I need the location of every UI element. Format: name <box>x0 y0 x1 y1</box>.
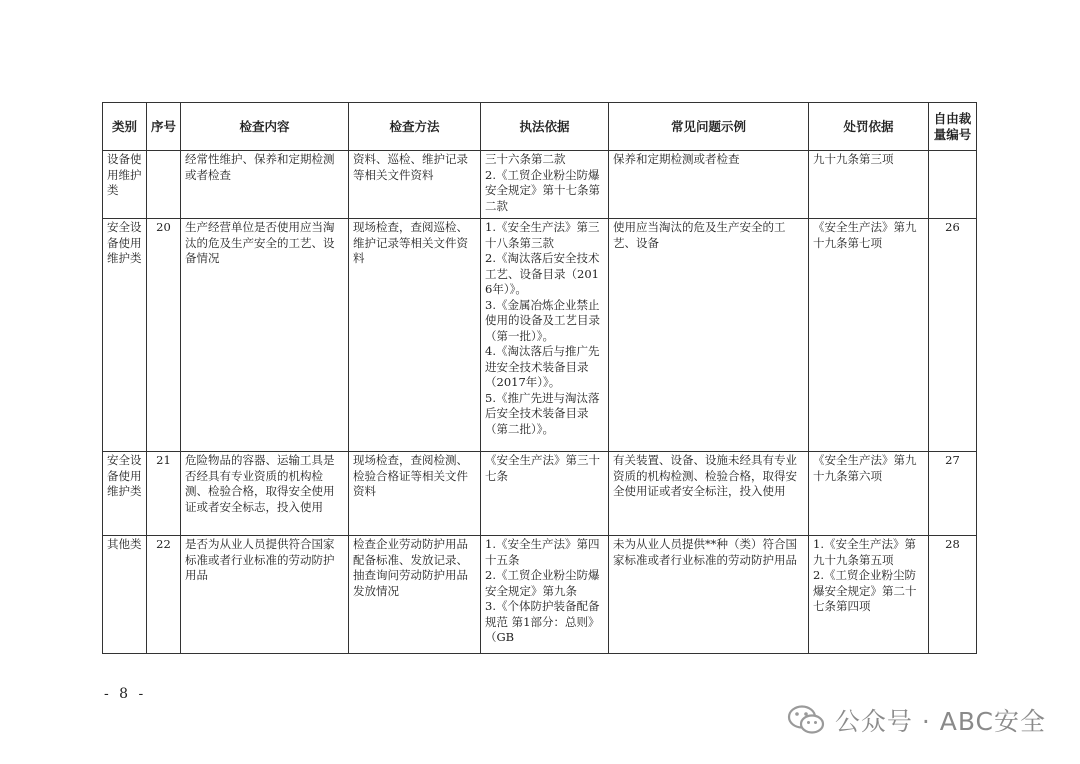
basis-item: 3.《个体防护装备配备规范 第1部分：总则》（GB <box>485 599 600 644</box>
row-problem: 未为从业人员提供**种（类）符合国家标准或者行业标准的劳动防护用品 <box>609 536 809 654</box>
row-code <box>929 151 977 219</box>
header-seq: 序号 <box>147 103 181 151</box>
row-seq <box>147 151 181 219</box>
table-row <box>103 452 977 536</box>
row-basis <box>481 151 609 219</box>
row-seq: 21 <box>147 452 181 536</box>
table-row <box>103 151 977 219</box>
row-method: 资料、巡检、维护记录等相关文件资料 <box>349 151 481 219</box>
watermark-text: 公众号 · ABC安全 <box>834 707 1046 736</box>
page-number: - 8 - <box>104 686 147 702</box>
row-penalty <box>809 536 929 654</box>
row-code: 27 <box>929 452 977 536</box>
row-problem: 保养和定期检测或者检查 <box>609 151 809 219</box>
basis-item: 三十六条第二款 <box>485 152 566 166</box>
basis-item: 1.《安全生产法》第四十五条 <box>485 537 600 567</box>
header-penalty: 处罚依据 <box>809 103 929 151</box>
row-problem: 有关装置、设备、设施未经具有专业资质的机构检测、检验合格，取得安全使用证或者安全标注，投入使用 <box>609 452 809 536</box>
wechat-icon <box>787 704 825 736</box>
row-code: 28 <box>929 536 977 654</box>
basis-item: 1.《安全生产法》第三十八条第三款 <box>485 220 600 250</box>
row-basis <box>481 536 609 654</box>
header-category: 类别 <box>103 103 147 151</box>
penalty-item: 九十九条第三项 <box>813 152 894 166</box>
penalty-item: 2.《工贸企业粉尘防爆安全规定》第二十七条第四项 <box>813 568 917 613</box>
row-content: 是否为从业人员提供符合国家标准或者行业标准的劳动防护用品 <box>181 536 349 654</box>
row-method: 现场检查，查阅检测、检验合格证等相关文件资料 <box>349 452 481 536</box>
row-category: 安全设备使用维护类 <box>103 452 147 536</box>
penalty-item: 《安全生产法》第九十九条第六项 <box>813 453 917 483</box>
row-penalty <box>809 151 929 219</box>
inspection-table <box>102 102 977 654</box>
row-penalty <box>809 219 929 452</box>
penalty-item: 1.《安全生产法》第九十九条第五项 <box>813 537 916 567</box>
row-content: 生产经营单位是否使用应当淘汰的危及生产安全的工艺、设备情况 <box>181 219 349 452</box>
row-penalty <box>809 452 929 536</box>
header-problem: 常见问题示例 <box>609 103 809 151</box>
basis-item: 2.《淘汰落后安全技术工艺、设备目录（2016年）》。 <box>485 251 600 296</box>
header-basis: 执法依据 <box>481 103 609 151</box>
row-seq: 20 <box>147 219 181 452</box>
basis-item: 3.《金属冶炼企业禁止使用的设备及工艺目录（第一批）》。 <box>485 297 600 343</box>
penalty-item: 《安全生产法》第九十九条第七项 <box>813 220 917 250</box>
basis-item: 5.《推广先进与淘汰落后安全技术装备目录（第二批）》。 <box>485 390 600 436</box>
header-content: 检查内容 <box>181 103 349 151</box>
row-category: 设备使用维护类 <box>103 151 147 219</box>
row-code: 26 <box>929 219 977 452</box>
table-row <box>103 219 977 452</box>
row-category: 其他类 <box>103 536 147 654</box>
table-row <box>103 536 977 654</box>
basis-item: 《安全生产法》第三十七条 <box>485 453 600 483</box>
watermark <box>787 702 1046 738</box>
basis-item: 2.《工贸企业粉尘防爆安全规定》第九条 <box>485 568 600 598</box>
header-code: 自由裁量编号 <box>929 103 977 151</box>
basis-item: 2.《工贸企业粉尘防爆安全规定》第十七条第二款 <box>485 167 600 213</box>
row-content: 经常性维护、保养和定期检测或者检查 <box>181 151 349 219</box>
row-problem: 使用应当淘汰的危及生产安全的工艺、设备 <box>609 219 809 452</box>
row-method: 现场检查，查阅巡检、维护记录等相关文件资料 <box>349 219 481 452</box>
basis-item: 4.《淘汰落后与推广先进安全技术装备目录（2017年）》。 <box>485 344 600 389</box>
row-seq: 22 <box>147 536 181 654</box>
row-method: 检查企业劳动防护用品配备标准、发放记录、抽查询问劳动防护用品发放情况 <box>349 536 481 654</box>
row-content: 危险物品的容器、运输工具是否经具有专业资质的机构检测、检验合格，取得安全使用证或者安全标志，投入使用 <box>181 452 349 536</box>
row-basis <box>481 219 609 452</box>
header-method: 检查方法 <box>349 103 481 151</box>
table-header-row <box>103 103 977 151</box>
row-category: 安全设备使用维护类 <box>103 219 147 452</box>
row-basis <box>481 452 609 536</box>
